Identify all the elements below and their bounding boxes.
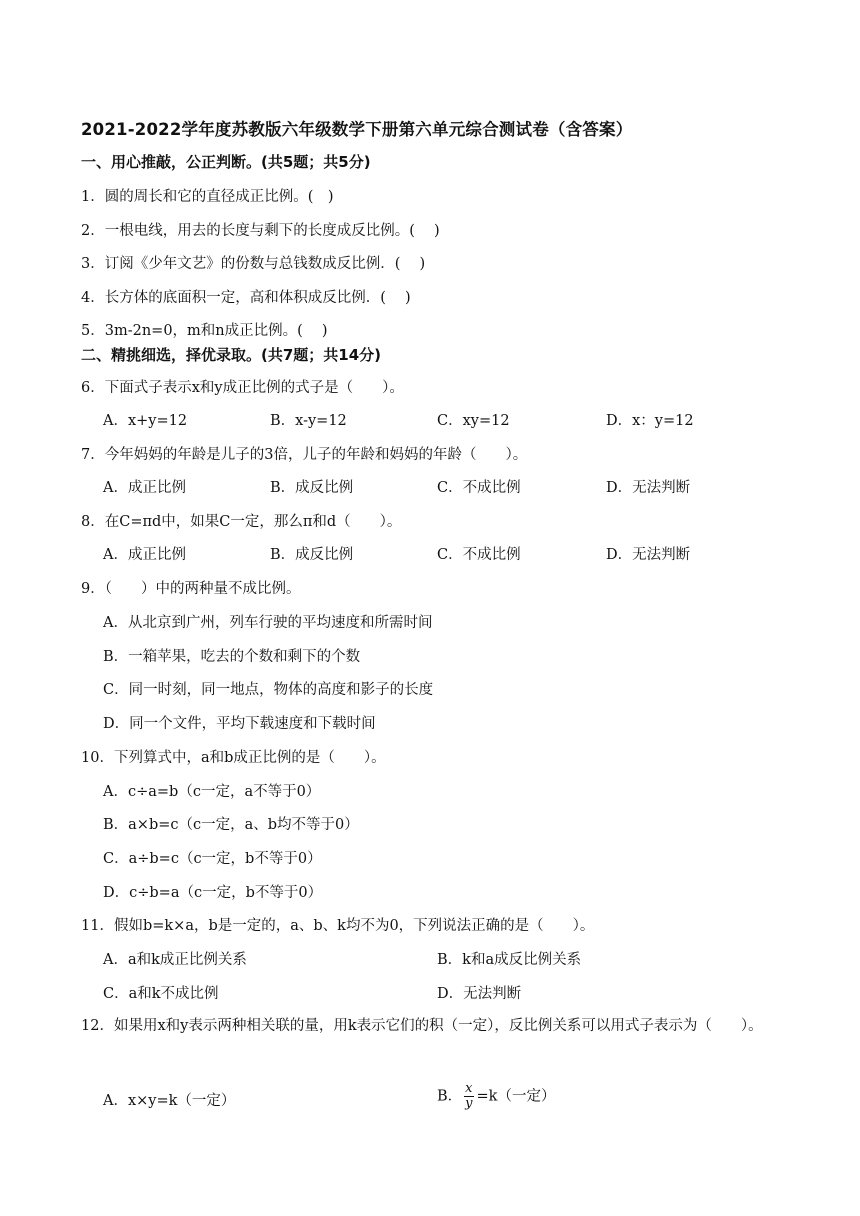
question-12-option-a: A．x×y=k（一定） xyxy=(103,1093,236,1109)
question-10-option-a: A．c÷a=b（c一定，a不等于0） xyxy=(103,784,321,800)
question-6-stem: 6．下面式子表示x和y成正比例的式子是（ ）。 xyxy=(81,380,404,396)
page-title: 2021-2022学年度苏教版六年级数学下册第六单元综合测试卷（含答案） xyxy=(81,120,633,139)
section-heading-choice: 二、精挑细选，择优录取。(共7题；共14分) xyxy=(81,346,382,364)
question-7-option-a: A．成正比例 xyxy=(103,480,186,496)
question-7-option-c: C．不成比例 xyxy=(437,480,521,496)
question-8-option-d: D．无法判断 xyxy=(606,547,691,563)
question-9-stem: 9．（ ）中的两种量不成比例。 xyxy=(81,581,301,597)
question-9-option-c: C．同一时刻，同一地点，物体的高度和影子的长度 xyxy=(103,682,434,698)
question-9-option-d: D．同一个文件，平均下载速度和下载时间 xyxy=(103,716,376,732)
question-8-option-b: B．成反比例 xyxy=(270,547,354,563)
question-9-option-b: B．一箱苹果，吃去的个数和剩下的个数 xyxy=(103,649,361,665)
question-10-option-b: B．a×b=c（c一定，a、b均不等于0） xyxy=(103,817,359,833)
fraction-numerator: x xyxy=(465,1081,473,1096)
question-6-option-a: A．x+y=12 xyxy=(103,413,188,429)
question-5: 5．3m-2n=0，m和n成正比例。( ) xyxy=(81,323,328,339)
question-10-stem: 10．下列算式中，a和b成正比例的是（ ）。 xyxy=(81,750,386,766)
question-11-stem: 11．假如b=k×a，b是一定的，a、b、k均不为0，下列说法正确的是（ ）。 xyxy=(81,918,595,934)
question-3: 3．订阅《少年文艺》的份数与总钱数成反比例．( ) xyxy=(81,256,426,272)
question-12-stem: 12．如果用x和y表示两种相关联的量，用k表示它们的积（一定），反比例关系可以用式子表示为（ ）。 xyxy=(81,1018,763,1034)
question-1: 1．圆的周长和它的直径成正比例。( ) xyxy=(81,189,334,205)
question-6-option-c: C．xy=12 xyxy=(437,413,510,429)
question-12-option-b-suffix: =k（一定） xyxy=(476,1088,556,1105)
question-9-option-a: A．从北京到广州，列车行驶的平均速度和所需时间 xyxy=(103,615,433,631)
question-7-option-b: B．成反比例 xyxy=(270,480,354,496)
question-8-stem: 8．在C=πd中，如果C一定，那么π和d（ ）。 xyxy=(81,514,402,530)
question-4: 4．长方体的底面积一定，高和体积成反比例．( ) xyxy=(81,290,411,306)
section-heading-judgment: 一、用心推敲，公正判断。(共5题；共5分) xyxy=(81,153,371,171)
question-12-option-b xyxy=(437,1082,555,1111)
question-7-option-d: D．无法判断 xyxy=(606,480,691,496)
question-10-option-d: D．c÷b=a（c一定，b不等于0） xyxy=(103,885,323,901)
question-11-option-a: A．a和k成正比例关系 xyxy=(103,952,247,968)
question-8-option-c: C．不成比例 xyxy=(437,547,521,563)
question-7-stem: 7．今年妈妈的年龄是儿子的3倍，儿子的年龄和妈妈的年龄（ ）。 xyxy=(81,447,528,463)
question-6-option-b: B．x-y=12 xyxy=(270,413,347,429)
question-6-option-d: D．x：y=12 xyxy=(606,413,694,429)
question-10-option-c: C．a÷b=c（c一定，b不等于0） xyxy=(103,851,322,867)
question-8-option-a: A．成正比例 xyxy=(103,547,186,563)
question-11-option-d: D．无法判断 xyxy=(437,986,522,1002)
fraction-x-over-y xyxy=(464,1082,473,1111)
question-2: 2．一根电线，用去的长度与剩下的长度成反比例。( ) xyxy=(81,223,440,239)
question-11-option-c: C．a和k不成比例 xyxy=(103,986,219,1002)
question-12-option-b-prefix: B． xyxy=(437,1088,463,1105)
fraction-denominator: y xyxy=(465,1096,473,1111)
question-11-option-b: B．k和a成反比例关系 xyxy=(437,952,582,968)
